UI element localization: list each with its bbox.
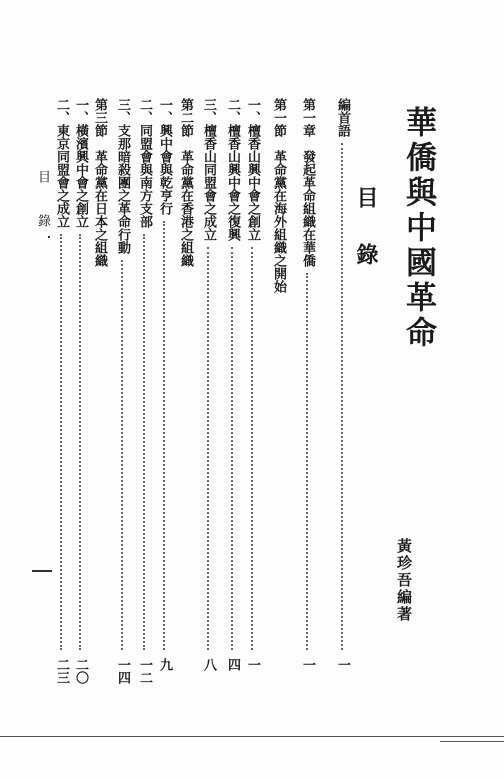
- author-credit: 黃珍吾編著: [395, 538, 413, 623]
- toc-leader-dots: [121, 260, 123, 650]
- toc-leader-dots: [306, 273, 308, 650]
- toc-entry-title: 三、檀香山同盟會之成立: [201, 98, 216, 241]
- toc-page-number: 一四: [115, 658, 130, 684]
- bottom-rule: [0, 736, 504, 737]
- toc-leader-dots: [60, 234, 62, 650]
- book-title: 華僑與中國革命: [400, 106, 436, 351]
- toc-leader-dots: [163, 221, 165, 650]
- toc-entry-title: 二、同盟會與南方支部: [137, 98, 152, 228]
- margin-mark: [48, 236, 50, 238]
- toc-leader-dots: [341, 143, 343, 650]
- toc-page-number: 八: [201, 658, 216, 671]
- toc-entry-title: 第一章 發起革命組織在華僑: [300, 98, 315, 267]
- toc-page-number: 二〇: [73, 658, 88, 684]
- toc-page-number: 二三: [54, 658, 69, 684]
- toc-entry-title: 第二節 革命黨在香港之組織: [178, 98, 193, 267]
- toc-heading-lu: 錄: [353, 243, 379, 265]
- toc-leader-dots: [79, 234, 81, 650]
- toc-page-number: 一二: [137, 658, 152, 684]
- toc-page-number: 九: [157, 658, 172, 671]
- toc-entry-title: 一、檀香山興中會之創立: [245, 98, 260, 241]
- toc-entry-title: 二、東京同盟會之成立: [54, 98, 69, 228]
- toc-entry-title: 一、橫濱興中會之創立: [73, 98, 88, 228]
- margin-label-lu: 錄: [35, 214, 50, 227]
- toc-page-number: 一: [245, 658, 260, 671]
- toc-entry-title: 一、興中會與乾亨行: [157, 98, 172, 215]
- toc-leader-dots: [251, 247, 253, 650]
- margin-dash: [32, 570, 52, 572]
- bottom-rule-short: [440, 741, 504, 742]
- margin-label-mu: 目: [35, 170, 50, 183]
- toc-page-number: 四: [225, 658, 240, 671]
- toc-leader-dots: [207, 247, 209, 650]
- toc-entry-title: 第一節 革命黨在海外組織之開始: [271, 98, 286, 293]
- toc-page-number: 一: [300, 658, 315, 671]
- toc-leader-dots: [143, 234, 145, 650]
- toc-entry-title: 第三節 革命黨在日本之組織: [92, 98, 107, 267]
- toc-entry-title: 三、支那暗殺團之革命行動: [115, 98, 130, 254]
- toc-page-number: 一: [335, 658, 350, 671]
- toc-entry-title: 編首語: [335, 98, 350, 137]
- toc-heading-mu: 目: [353, 186, 379, 208]
- toc-entry-title: 二、檀香山興中會之復興: [225, 98, 240, 241]
- toc-leader-dots: [231, 247, 233, 650]
